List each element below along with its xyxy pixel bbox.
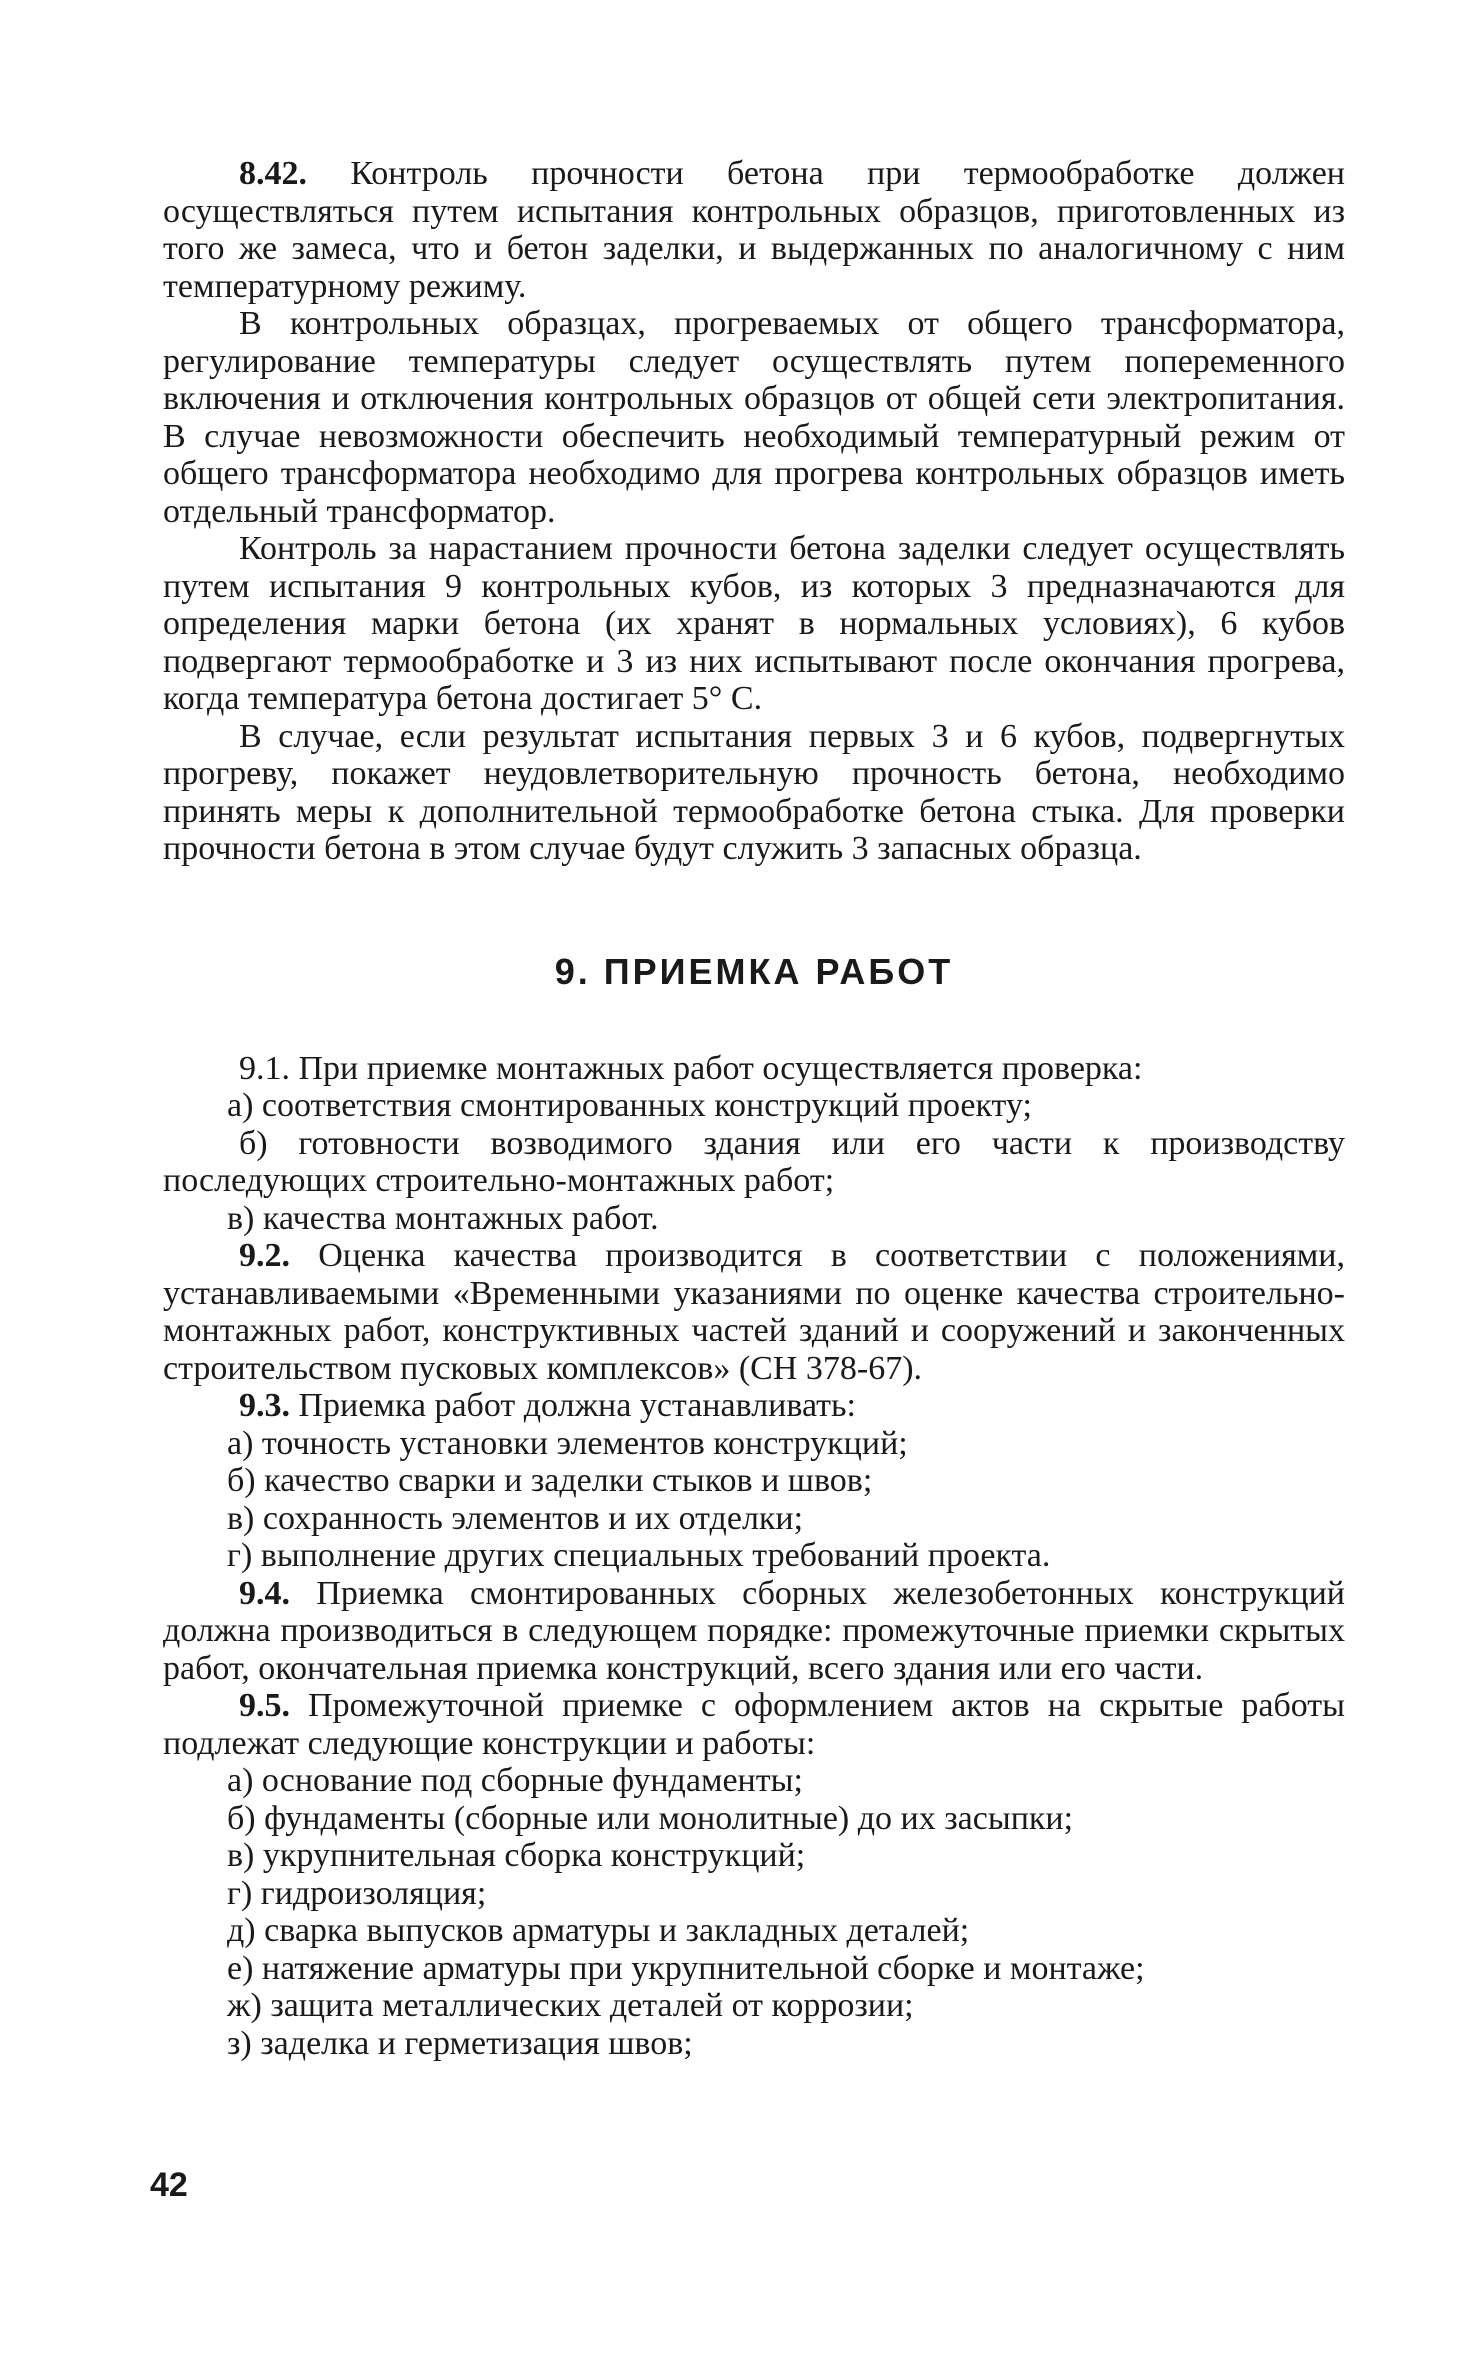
paragraph-9-3 (163, 1387, 1345, 1425)
paragraph-8-42-strength-control: Контроль за нарастанием прочности бетона заделки следует осуществлять путем испытания 9 контрольных кубов, из которых 3 предназначаются для определения марки бетона (их хранят в нормальных условиях), 6 кубов подвергают термообработке и 3 из них испытывают после окончания прогрева, когда температура бетона достигает 5° С. (163, 530, 1345, 717)
list-item: г) гидроизоляция; (227, 1874, 487, 1912)
list-item: г) выполнение других специальных требований проекта. (227, 1537, 1051, 1574)
clause-number: 9.2. (239, 1237, 290, 1274)
list-item: е) натяжение арматуры при укрупнительной сборке и монтаже; (227, 1949, 1145, 1987)
clause-number: 9.3. (239, 1387, 290, 1424)
paragraph-8-42 (163, 155, 1345, 305)
clause-text: Приемка смонтированных сборных железобетонных конструкций должна производиться в следующем порядке: промежуточные приемки скрытых работ, окончательная приемка конструкций, всего здания или его части. (163, 1574, 1345, 1687)
list-item: в) качества монтажных работ. (227, 1199, 659, 1237)
clause-text: Оценка качества производится в соответствии с положениями, устанавливаемыми «Временными указаниями по оценке качества строительно-монтажных работ, конструктивных частей зданий и сооружений и законченных строительством пусковых комплексов» (СН 378-67). (163, 1237, 1345, 1387)
clause-text: Приемка работ должна устанавливать: (290, 1387, 856, 1424)
clause-number: 9.5. (239, 1687, 290, 1724)
paragraph-9-4 (163, 1575, 1345, 1688)
paragraph-9-2 (163, 1237, 1345, 1387)
clause-text: Контроль прочности бетона при термообработке должен осуществляться путем испытания контрольных образцов, приготовленных из того же замеса, что и бетон заделки, и выдержанных по аналогичному с ним температурному режиму. (163, 155, 1345, 305)
paragraph-8-42-unsatisfactory: В случае, если результат испытания первых 3 и 6 кубов, подвергнутых прогреву, покажет неудовлетворительную прочность бетона, необходимо принять меры к дополнительной термообработке бетона стыка. Для проверки прочности бетона в этом случае будут служить 3 запасных образца. (163, 717, 1345, 867)
list-item: в) сохранность элементов и их отделки; (227, 1499, 804, 1537)
list-item: б) готовности возводимого здания или его части к производству последующих строительно-монтажных работ; (163, 1124, 1345, 1199)
clause-text: При приемке монтажных работ осуществляется проверка: (290, 1049, 1143, 1087)
page-number: 42 (150, 2166, 188, 2204)
section-heading: 9. ПРИЕМКА РАБОТ (554, 950, 954, 992)
list-item: б) фундаменты (сборные или монолитные) до их засыпки; (227, 1799, 1074, 1837)
list-item: д) сварка выпусков арматуры и закладных деталей; (227, 1912, 970, 1949)
list-item: а) основание под сборные фундаменты; (227, 1762, 803, 1799)
clause-number: 8.42. (239, 155, 307, 192)
text-column (163, 155, 1345, 2062)
list-item: а) соответствия смонтированных конструкций проекту; (227, 1087, 1032, 1124)
list-item: з) заделка и герметизация швов; (227, 2024, 693, 2062)
list-item: ж) защита металлических деталей от коррозии; (227, 1987, 914, 2024)
paragraph-9-5 (163, 1687, 1345, 1762)
clause-number: 9.4. (239, 1574, 290, 1612)
clause-text: Промежуточной приемке с оформлением актов на скрытые работы подлежат следующие конструкции и работы: (163, 1687, 1345, 1762)
list-item: а) точность установки элементов конструкций; (227, 1424, 908, 1462)
clause-number: 9.1. (239, 1049, 290, 1087)
list-item: б) качество сварки и заделки стыков и швов; (227, 1462, 873, 1499)
paragraph-8-42-control-samples: В контрольных образцах, прогреваемых от общего трансформатора, регулирование температуры следует осуществлять путем попеременного включения и отключения контрольных образцов от общей сети электропитания. В случае невозможности обеспечить необходимый температурный режим от общего трансформатора необходимо для прогрева контрольных образцов иметь отдельный трансформатор. (163, 305, 1345, 530)
list-item: в) укрупнительная сборка конструкций; (227, 1837, 806, 1874)
paragraph-9-1 (163, 1050, 1345, 1088)
